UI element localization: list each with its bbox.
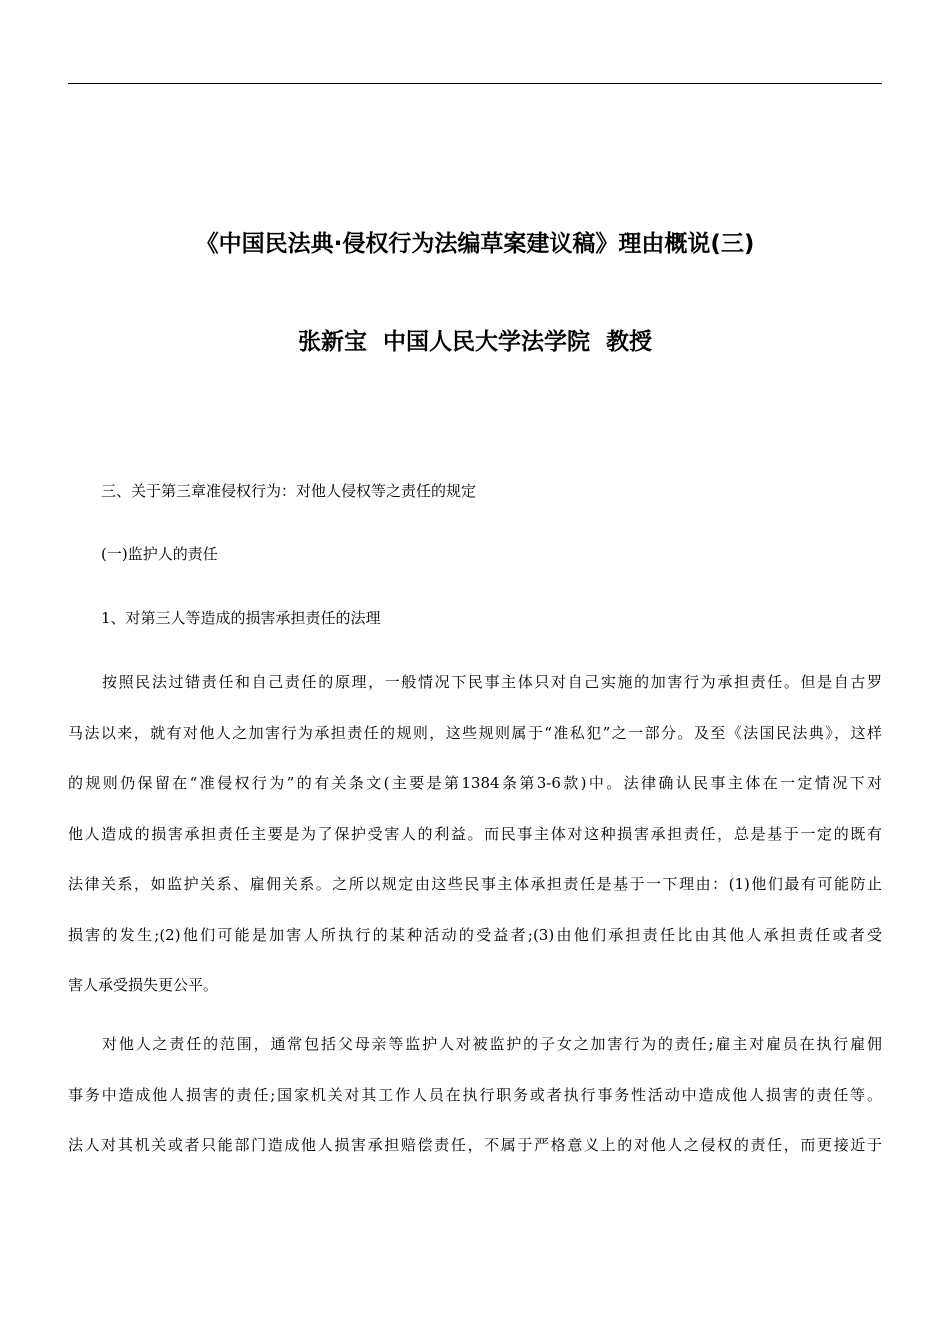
document-title: 《中国民法典·侵权行为法编草案建议稿》理由概说(三) bbox=[195, 231, 755, 257]
paragraph-line: 事务中造成他人损害的责任;国家机关对其工作人员在执行职务或者执行事务性活动中造成他人损害的责任等。 bbox=[68, 1085, 882, 1104]
paragraph-line: 害人承受损失更公平。 bbox=[68, 976, 219, 994]
paragraph-line: 按照民法过错责任和自己责任的原理，一般情况下民事主体只对自己实施的加害行为承担责任。但是自古罗 bbox=[102, 673, 882, 691]
subsection-heading: (一)监护人的责任 bbox=[101, 545, 218, 563]
author-line: 张新宝 中国人民大学法学院 教授 bbox=[297, 329, 653, 355]
body-paragraph bbox=[68, 1032, 882, 1184]
paragraph-line: 对他人之责任的范围，通常包括父母亲等监护人对被监护的子女之加害行为的责任;雇主对雇员在执行雇佣 bbox=[102, 1035, 882, 1053]
paragraph-line: 马法以来，就有对他人之加害行为承担责任的规则，这些规则属于“准私犯”之一部分。及至《法国民法典》，这样 bbox=[68, 723, 882, 742]
header-rule bbox=[68, 83, 882, 84]
paragraph-line: 法律关系，如监护关系、雇佣关系。之所以规定由这些民事主体承担责任是基于一下理由：(1)他们最有可能防止 bbox=[68, 875, 882, 893]
section-heading: 三、关于第三章准侵权行为：对他人侵权等之责任的规定 bbox=[101, 482, 477, 500]
paragraph-line: 的规则仍保留在“准侵权行为”的有关条文(主要是第1384条第3-6款)中。法律确认民事主体在一定情况下对 bbox=[68, 774, 882, 792]
paragraph-line: 损害的发生;(2)他们可能是加害人所执行的某种活动的受益者;(3)由他们承担责任比由其他人承担责任或者受 bbox=[68, 925, 882, 944]
body-paragraph bbox=[68, 670, 882, 1024]
item-heading: 1、对第三人等造成的损害承担责任的法理 bbox=[101, 609, 381, 627]
paragraph-line: 法人对其机关或者只能部门造成他人损害承担赔偿责任，不属于严格意义上的对他人之侵权的责任，而更接近于 bbox=[68, 1136, 882, 1154]
paragraph-line: 他人造成的损害承担责任主要是为了保护受害人的利益。而民事主体对这种损害承担责任，总是基于一定的既有 bbox=[68, 824, 882, 843]
